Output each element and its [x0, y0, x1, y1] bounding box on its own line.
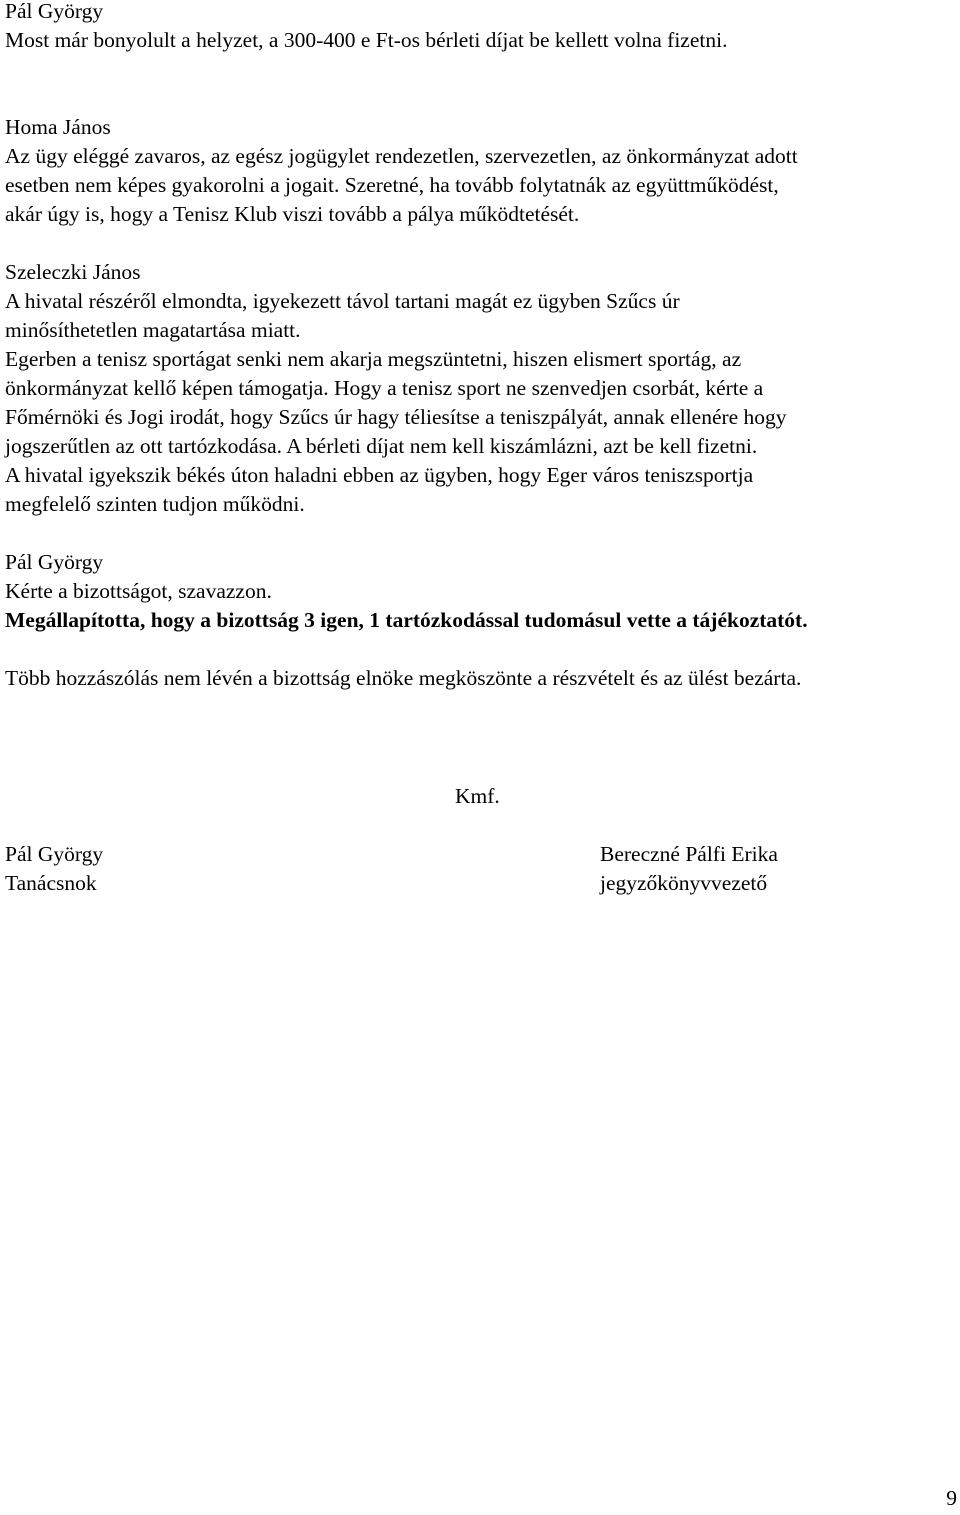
paragraph-line: A hivatal igyekszik békés úton haladni ebben az ügyben, hogy Eger város teniszsportja [5, 463, 754, 487]
paragraph-line: Egerben a tenisz sportágat senki nem akarja megszüntetni, hiszen elismert sportág, az [5, 347, 742, 371]
paragraph-line: akár úgy is, hogy a Tenisz Klub viszi tovább a pálya működtetését. [5, 202, 580, 226]
closing-paragraph [5, 664, 955, 693]
paragraph-pal-gyorgy-1 [5, 0, 955, 55]
speaker-name: Pál György [5, 550, 104, 574]
signature-name: Pál György [5, 842, 104, 866]
signature-left [5, 840, 103, 898]
paragraph-line: önkormányzat kellő képen támogatja. Hogy a tenisz sport ne szenvedjen csorbát, kérte a [5, 376, 764, 400]
paragraph-line: jogszerűtlen az ott tartózkodása. A bérleti díjat nem kell kiszámlázni, azt be kell fizetni. [5, 434, 758, 458]
resolution-text: Megállapította, hogy a bizottság 3 igen, 1 tartózkodással tudomásul vette a tájékoztatót. [5, 608, 808, 632]
paragraph-line: Kérte a bizottságot, szavazzon. [5, 579, 272, 603]
signature-role: Tanácsnok [5, 871, 97, 895]
speaker-name: Pál György [5, 0, 104, 23]
paragraph-line: Az ügy eléggé zavaros, az egész jogügylet rendezetlen, szervezetlen, az önkormányzat adott [5, 144, 798, 168]
signature-role: jegyzőkönyvvezető [600, 871, 768, 895]
speaker-name: Homa János [5, 115, 111, 139]
page-number: 9 [946, 1486, 957, 1510]
paragraph-szeleczki-janos [5, 258, 955, 519]
signature-name: Bereczné Pálfi Erika [600, 842, 778, 866]
kmf-label: Kmf. [455, 784, 500, 808]
paragraph-pal-gyorgy-2 [5, 548, 955, 635]
speaker-name: Szeleczki János [5, 260, 141, 284]
paragraph-homa-janos [5, 113, 955, 229]
paragraph-line: Most már bonyolult a helyzet, a 300-400 e Ft-os bérleti díjat be kellett volna fizetni. [5, 28, 728, 52]
paragraph-line: minősíthetetlen magatartása miatt. [5, 318, 301, 342]
document-body [5, 0, 955, 693]
paragraph-line: megfelelő szinten tudjon működni. [5, 492, 305, 516]
signature-right [600, 840, 778, 898]
paragraph-line: Főmérnöki és Jogi irodát, hogy Szűcs úr hagy téliesítse a teniszpályát, annak ellenére hogy [5, 405, 787, 429]
paragraph-line: A hivatal részéről elmondta, igyekezett távol tartani magát ez ügyben Szűcs úr [5, 289, 680, 313]
paragraph-line: esetben nem képes gyakorolni a jogait. Szeretné, ha tovább folytatnák az együttműködést, [5, 173, 779, 197]
closing-text: Több hozzászólás nem lévén a bizottság elnöke megköszönte a részvételt és az ülést bezárta. [5, 666, 802, 690]
